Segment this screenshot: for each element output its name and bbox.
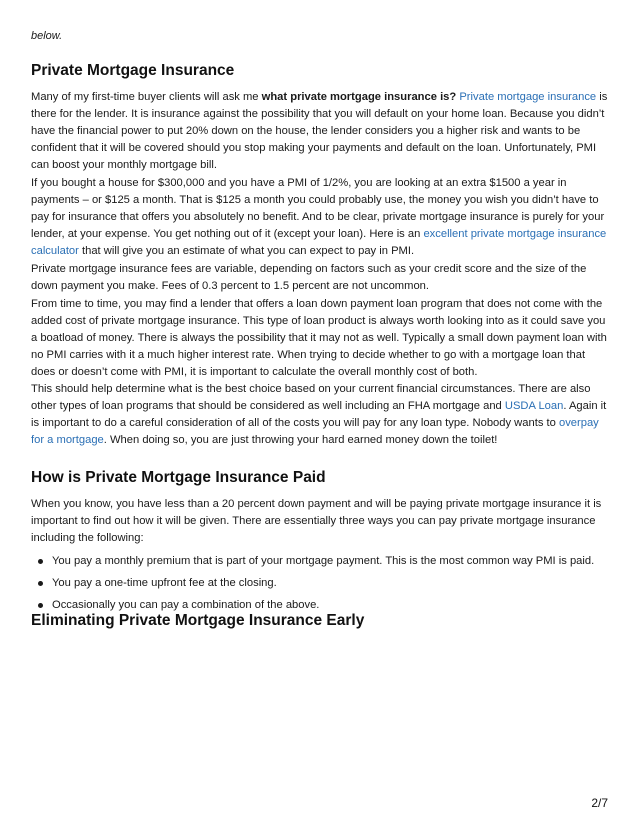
list-item: You pay a monthly premium that is part of your mortgage payment. This is the most common way PMI is paid. [31,553,601,570]
list-item: Occasionally you can pay a combination of the above. [31,597,601,614]
heading-private-mortgage-insurance: Private Mortgage Insurance [31,62,235,79]
bullet-icon [38,603,43,608]
paragraph-how-paid-intro: When you know, you have less than a 20 percent down payment and will be paying private mortgage insurance it is important to find out how it will be given. There are essentially three ways you can pay private mortgage insurance including the following: [31,498,602,544]
link-private-mortgage-insurance[interactable]: Private mortgage insurance [459,91,597,103]
heading-how-pmi-paid: How is Private Mortgage Insurance Paid [31,469,326,486]
bullet-icon [38,581,43,586]
link-overpay-mortgage[interactable]: overpay for a mortgage [31,417,599,446]
paragraph-cost-example: If you bought a house for $300,000 and you have a PMI of 1/2%, you are looking at an extra $1500 a year in payments – or $125 a month. That is $125 a month you could probably use, the money you wish you didn’t have to pay for insurance that offers you absolutely no benefit. And to be clear, private mortgage insurance is purely for your lender, at your expense. You get nothing out of it (except your loan). Here is an excellent private mortgage insurance calculator that will give you an estimate of what you can expect to pay in PMI. [31,177,607,257]
link-usda-loan[interactable]: USDA Loan [504,400,564,412]
payment-methods-list [31,553,601,619]
bullet-icon [38,559,43,564]
list-item: You pay a one-time upfront fee at the closing. [31,575,601,592]
page-number: 2/7 [591,796,608,810]
lead-text: below. [31,30,63,42]
paragraph-best-choice: This should help determine what is the best choice based on your current financial circumstances. There are also other types of loan programs that should be considered as well including an FHA mortgage and USDA Loan. Again it is important to do a careful consideration of all of the costs you will pay for any loan type. Nobody wants to overpay for a mortgage. When doing so, you are just throwing your hard earned money down the toilet! [31,383,607,446]
paragraph-what-is-pmi: Many of my first-time buyer clients will ask me what private mortgage insurance is? Private mortgage insurance is there for the lender. It is insurance against the possibility that you will default on your home loan. Because you didn’t have the financial power to put 20% down on the house, the lender considers you a higher risk and wants to be confident that it will be covered should you stop making your payments and default on the loan. Unfortunately, PMI can boost your monthly mortgage bill. [31,91,608,171]
paragraph-fees: Private mortgage insurance fees are variable, depending on factors such as your credit score and the size of the down payment you make. Fees of 0.3 percent to 1.5 percent are not uncommon. [31,263,587,292]
link-pmi-calculator[interactable]: excellent private mortgage insurance calculator [31,228,607,257]
paragraph-no-pmi-loans: From time to time, you may find a lender that offers a loan down payment loan program that does not come with the added cost of private mortgage insurance. This type of loan product is always worth looking into as it could save you a boatload of money. There is always the possibility that it may not as well. Typically a small down payment loan with no PMI carries with it a much higher interest rate. When trying to decide whether to go with a mortgage loan that does or doesn’t come with PMI, it is important to calculate the overall monthly cost of both. [31,298,607,378]
heading-eliminating-pmi: Eliminating Private Mortgage Insurance Early [31,612,365,629]
bold-question: what private mortgage insurance is? [261,91,457,103]
